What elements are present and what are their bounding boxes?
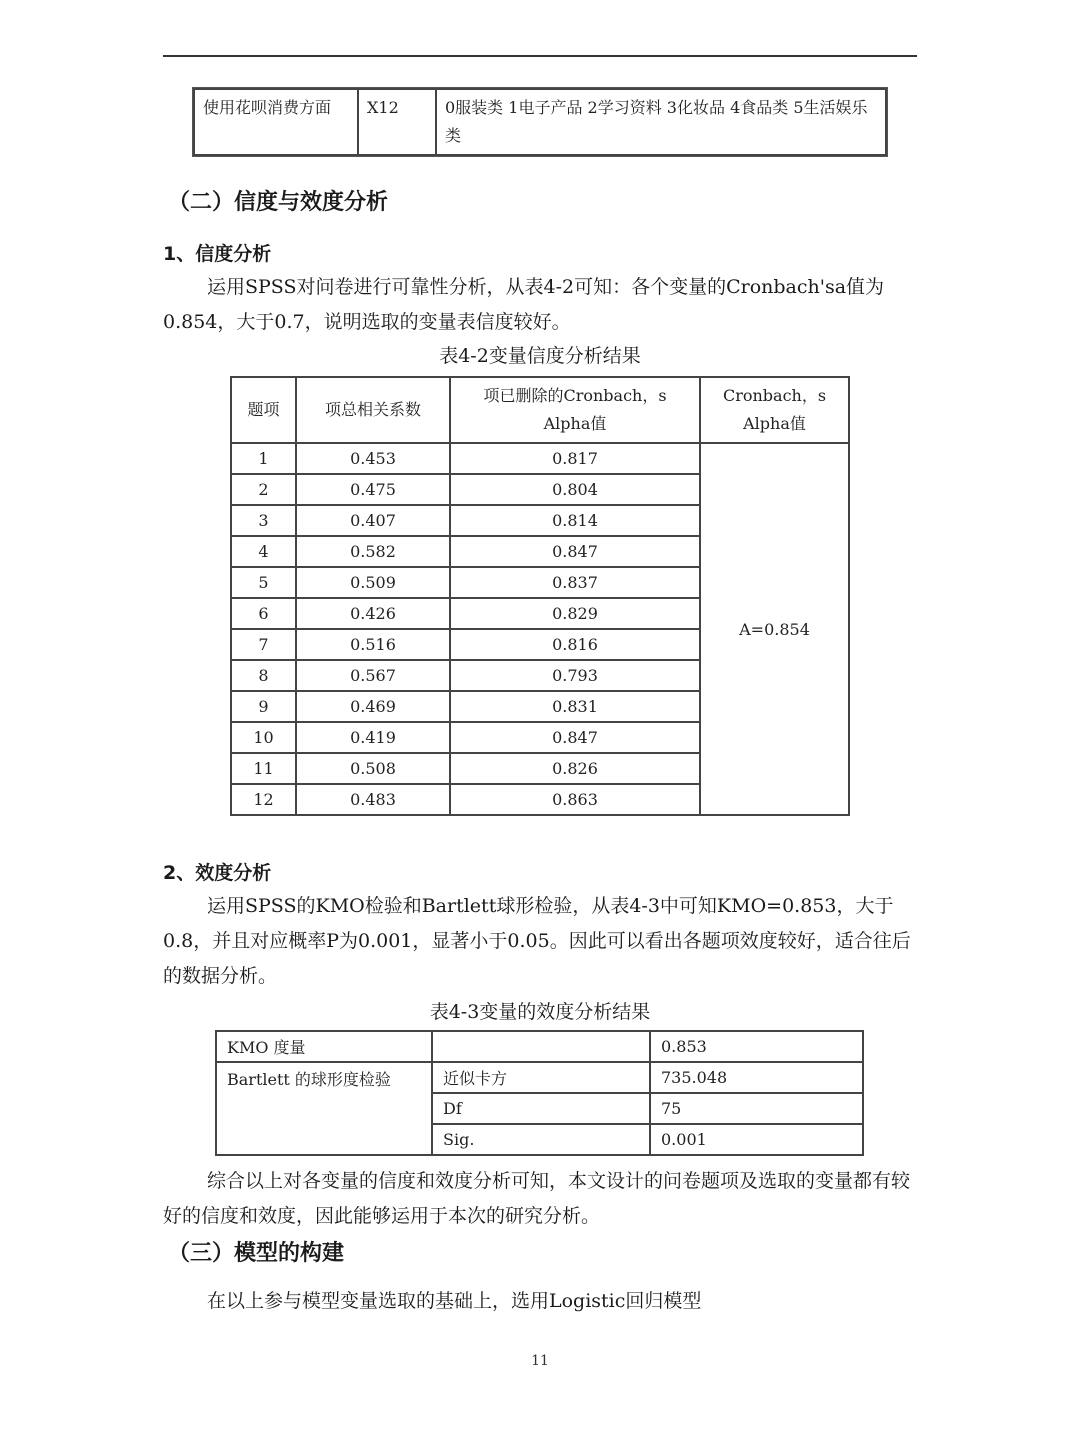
corr-cell: 0.567 [296, 660, 450, 691]
variable-table-tail [193, 88, 887, 156]
subsection-title-reliability: 1、信度分析 [163, 243, 272, 265]
code-cell: X12 [358, 89, 436, 155]
corr-cell: 0.509 [296, 567, 450, 598]
validity-paragraph: 运用SPSS的KMO检验和Bartlett球形检验，从表4-3中可知KMO=0.853，大于0.8，并且对应概率P为0.001，显著小于0.05。因此可以看出各题项效度较好，适合往后的数据分析。 [163, 895, 911, 987]
item-cell: 3 [231, 505, 296, 536]
table-caption: 表4-2变量信度分析结果 [439, 345, 641, 367]
sig-value-cell: 0.001 [650, 1124, 863, 1155]
alpha-deleted-cell: 0.863 [450, 784, 700, 815]
item-cell: 11 [231, 753, 296, 784]
options-cell: 0服装类 1电子产品 2学习资料 3化妆品 4食品类 5生活娱乐类 [436, 89, 886, 155]
subsection-title-validity: 2、效度分析 [163, 862, 272, 884]
reliability-table [230, 376, 850, 816]
table-caption: 表4-3变量的效度分析结果 [429, 1001, 651, 1023]
corr-cell: 0.426 [296, 598, 450, 629]
alpha-deleted-cell: 0.837 [450, 567, 700, 598]
item-cell: 5 [231, 567, 296, 598]
item-cell: 6 [231, 598, 296, 629]
item-cell: 9 [231, 691, 296, 722]
item-cell: 4 [231, 536, 296, 567]
validity-table [215, 1030, 864, 1156]
item-cell: 7 [231, 629, 296, 660]
chi-value-cell: 735.048 [650, 1062, 863, 1093]
corr-cell: 0.475 [296, 474, 450, 505]
sig-label-cell: Sig. [432, 1124, 650, 1155]
kmo-value-cell: 0.853 [650, 1031, 863, 1062]
alpha-deleted-cell: 0.847 [450, 536, 700, 567]
kmo-label-cell: KMO 度量 [216, 1031, 432, 1062]
summary-paragraph: 综合以上对各变量的信度和效度分析可知，本文设计的问卷题项及选取的变量都有较好的信度和效度，因此能够运用于本次的研究分析。 [163, 1170, 911, 1227]
alpha-deleted-cell: 0.816 [450, 629, 700, 660]
model-paragraph: 在以上参与模型变量选取的基础上，选用Logistic回归模型 [207, 1290, 702, 1312]
alpha-deleted-cell: 0.804 [450, 474, 700, 505]
section-title: （二）信度与效度分析 [168, 190, 389, 215]
df-value-cell: 75 [650, 1093, 863, 1124]
alpha-deleted-cell: 0.826 [450, 753, 700, 784]
table-header-row [231, 377, 849, 443]
table-row [216, 1062, 863, 1093]
header-cell: 题项 [231, 377, 296, 443]
item-cell: 2 [231, 474, 296, 505]
corr-cell: 0.419 [296, 722, 450, 753]
overall-alpha-cell: A=0.854 [700, 443, 849, 815]
table-row [216, 1031, 863, 1062]
corr-cell: 0.483 [296, 784, 450, 815]
empty-cell [432, 1031, 650, 1062]
table-row [194, 89, 886, 155]
item-cell: 1 [231, 443, 296, 474]
alpha-deleted-cell: 0.793 [450, 660, 700, 691]
item-cell: 12 [231, 784, 296, 815]
bartlett-label-cell: Bartlett 的球形度检验 [216, 1062, 432, 1155]
aspect-cell: 使用花呗消费方面 [194, 89, 358, 155]
alpha-deleted-cell: 0.829 [450, 598, 700, 629]
corr-cell: 0.582 [296, 536, 450, 567]
table-row [231, 443, 849, 474]
alpha-deleted-cell: 0.817 [450, 443, 700, 474]
df-label-cell: Df [432, 1093, 650, 1124]
corr-cell: 0.516 [296, 629, 450, 660]
corr-cell: 0.453 [296, 443, 450, 474]
page-number: 11 [531, 1353, 549, 1369]
header-cell: 项已删除的Cronbach，s Alpha值 [450, 377, 700, 443]
section-title: （三）模型的构建 [168, 1241, 345, 1266]
reliability-paragraph: 运用SPSS对问卷进行可靠性分析，从表4-2可知：各个变量的Cronbach'sa值为0.854，大于0.7，说明选取的变量表信度较好。 [163, 276, 885, 333]
alpha-deleted-cell: 0.814 [450, 505, 700, 536]
corr-cell: 0.407 [296, 505, 450, 536]
corr-cell: 0.469 [296, 691, 450, 722]
header-cell: 项总相关系数 [296, 377, 450, 443]
chi-label-cell: 近似卡方 [432, 1062, 650, 1093]
item-cell: 10 [231, 722, 296, 753]
header-cell: Cronbach，s Alpha值 [700, 377, 849, 443]
alpha-deleted-cell: 0.831 [450, 691, 700, 722]
header-rule [163, 55, 917, 57]
item-cell: 8 [231, 660, 296, 691]
alpha-deleted-cell: 0.847 [450, 722, 700, 753]
corr-cell: 0.508 [296, 753, 450, 784]
